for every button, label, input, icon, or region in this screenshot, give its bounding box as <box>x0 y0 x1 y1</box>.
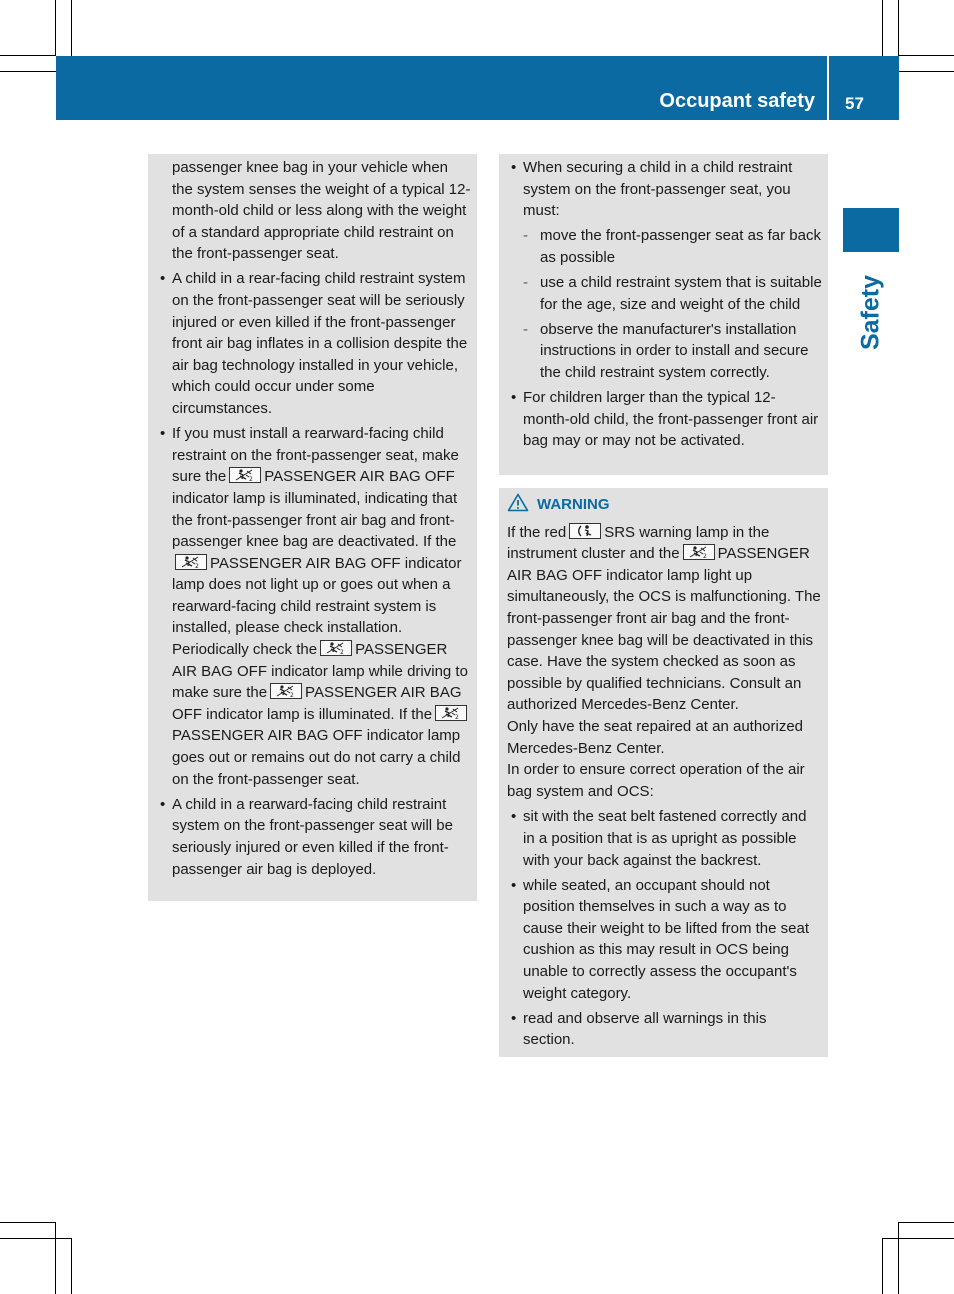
crop-mark <box>0 1222 56 1223</box>
passenger-airbag-off-icon <box>320 640 352 656</box>
dash-item: - observe the manufacturer's installation instructions in order to install and secure the child restraint system correctly. <box>523 319 822 384</box>
page-header <box>56 56 899 120</box>
section-title: Occupant safety <box>659 90 815 112</box>
left-column-box <box>148 154 477 901</box>
warning-heading: WARNING <box>507 493 822 519</box>
crop-mark <box>55 0 56 56</box>
crop-mark <box>0 71 56 72</box>
srs-warning-icon <box>569 523 601 539</box>
passenger-airbag-off-icon <box>270 683 302 699</box>
list-item: • A child in a rear-facing child restraint system on the front-passenger seat will be seriously injured or even killed if the front-passenger front air bag inflates in a collision despite the air bag technology installed in your vehicle, which could occur under some circumstances. <box>172 268 471 419</box>
crop-mark <box>898 71 954 72</box>
header-divider <box>827 56 829 120</box>
list-item: • When securing a child in a child restraint system on the front-passenger seat, you must: - move the front-passenger seat as far back as possible - use a child restraint system that is suitable for the age, size and weight of the child - observe the manufacturer's installation instructions in order to install and secure the child restraint system correctly. <box>523 157 822 383</box>
crop-mark <box>898 0 899 56</box>
crop-mark <box>882 1238 883 1294</box>
right-column-box <box>499 154 828 475</box>
warning-triangle-icon <box>507 493 529 519</box>
crop-mark <box>71 0 72 56</box>
warning-paragraph: In order to ensure correct operation of the air bag system and OCS: <box>507 761 805 800</box>
crop-mark <box>0 1238 72 1239</box>
crop-mark <box>882 1238 954 1239</box>
list-item: • For children larger than the typical 12-month-old child, the front-passenger front air bag may or may not be activated. <box>523 387 822 452</box>
crop-mark <box>898 1222 899 1294</box>
svg-text:2: 2 <box>702 553 707 560</box>
svg-text:2: 2 <box>195 562 199 569</box>
crop-mark <box>898 55 954 56</box>
crop-mark <box>898 1222 954 1223</box>
warning-box <box>499 488 828 1057</box>
list-item: • sit with the seat belt fastened correctly and in a position that is as upright as possible with your back against the backrest. <box>523 806 822 871</box>
passenger-airbag-off-icon <box>229 467 261 483</box>
intro-text: passenger knee bag in your vehicle when the system senses the weight of a typical 12-month-old child or less along with the weight of a standard appropriate child restraint on the front-passenger seat. <box>172 159 471 263</box>
side-tab-label: Safety <box>856 274 885 351</box>
warning-paragraph: If the red SRS warning lamp in the instrument cluster and the 2 PASSENGER AIR BAG OFF indicator lamp light up simultaneously, the OCS is malfunctioning. The front-passenger front air bag and the front-passenger knee bag will be deactivated in this case. Have the system checked as soon as possible by qualified technicians. Consult an authorized Mercedes-Benz Center. <box>507 523 821 714</box>
list-item: • read and observe all warnings in this section. <box>523 1008 822 1051</box>
dash-item: - move the front-passenger seat as far back as possible <box>523 225 822 268</box>
list-item: • A child in a rearward-facing child restraint system on the front-passenger seat will be seriously injured or even killed if the front-passenger air bag is deployed. <box>172 794 471 880</box>
list-item: • If you must install a rearward-facing child restraint on the front-passenger seat, make sure the 2 PASSENGER AIR BAG OFF indicator lamp is illuminated, indicating that the front-passenger front air bag and front-passenger knee bag are deactivated. If the 2 PASSENGER AIR BAG OFF indicator lamp does not light up or goes out when a rearward-facing child restraint system is installed, please check installation. Periodically check the 2 PASSENGER AIR BAG OFF indicator lamp while driving to make sure the 2 PASSENGER AIR BAG OFF indicator lamp is illuminated. If the 2 PASSENGER AIR BAG OFF indicator lamp goes out or remains out do not carry a child on the front-passenger seat. <box>172 423 471 790</box>
page-number: 57 <box>845 94 864 113</box>
passenger-airbag-off-icon <box>683 544 715 560</box>
passenger-airbag-off-icon <box>435 705 467 721</box>
warning-paragraph: Only have the seat repaired at an authorized Mercedes-Benz Center. <box>507 717 804 757</box>
list-item: • while seated, an occupant should not position themselves in such a way as to cause their weight to be lifted from the seat cushion as this may result in OCS being unable to correctly assess the occupant's weight category. <box>523 875 822 1005</box>
crop-mark <box>0 55 56 56</box>
side-tab <box>843 208 899 252</box>
crop-mark <box>55 1222 56 1294</box>
passenger-airbag-off-icon <box>175 554 207 570</box>
dash-item: - use a child restraint system that is suitable for the age, size and weight of the child <box>523 272 822 315</box>
crop-mark <box>882 0 883 56</box>
svg-text:2: 2 <box>249 476 254 483</box>
svg-text:2: 2 <box>455 713 459 720</box>
svg-text:2: 2 <box>290 692 294 699</box>
crop-mark <box>71 1238 72 1294</box>
svg-text:2: 2 <box>340 649 344 656</box>
